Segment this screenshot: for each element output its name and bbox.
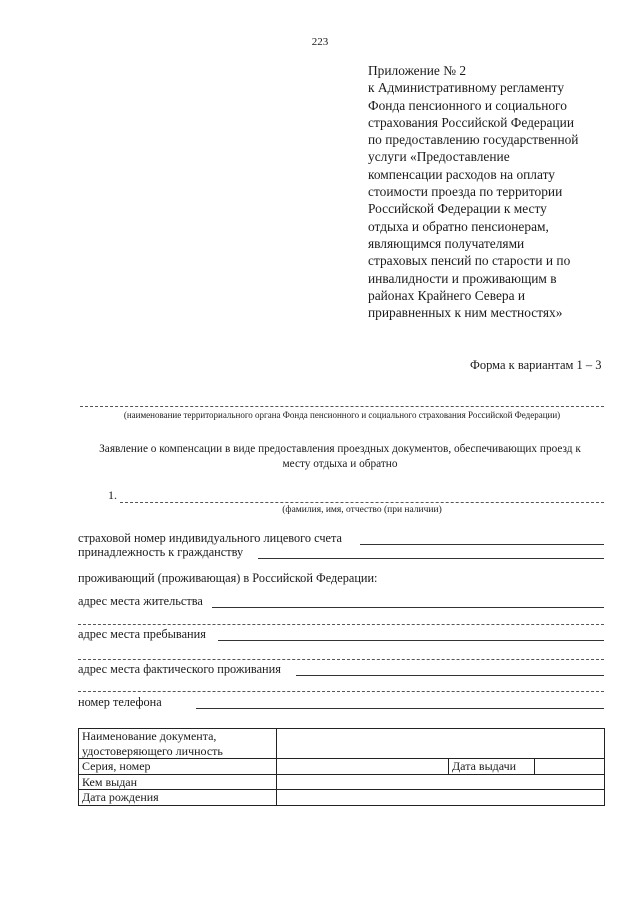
statement-title: [70, 442, 610, 472]
org-name-caption: (наименование территориального органа Фонда пенсионного и социального страхования Российской Федерации): [123, 410, 561, 420]
appendix-line: Фонда пенсионного и социального: [368, 97, 567, 113]
series-number-label: Серия, номер: [79, 759, 277, 775]
series-number-cell[interactable]: [277, 759, 449, 775]
birth-date-cell[interactable]: [277, 790, 605, 806]
applicant-number: 1.: [108, 488, 117, 502]
appendix-line: Приложение № 2: [368, 63, 467, 78]
actual-address-field-2[interactable]: [78, 691, 604, 692]
stay-address-label: адрес места пребывания: [78, 627, 206, 641]
stay-address-field[interactable]: [218, 640, 604, 641]
page-number: 223: [311, 36, 329, 48]
table-row: [79, 774, 605, 790]
stay-address-field-2[interactable]: [78, 659, 604, 660]
residing-label: проживающий (проживающая) в Российской Федерации:: [78, 571, 378, 585]
identity-document-table: [78, 728, 605, 806]
issue-date-label: Дата выдачи: [449, 759, 535, 775]
doc-name-label: Наименование документа, удостоверяющего личность: [79, 729, 277, 759]
residence-address-label: адрес места жительства: [78, 594, 203, 608]
birth-date-label: Дата рождения: [79, 790, 277, 806]
appendix-line: по предоставлению государственной: [368, 132, 579, 148]
applicant-name-field[interactable]: [120, 502, 604, 503]
actual-address-label: адрес места фактического проживания: [78, 662, 281, 676]
residence-address-field-2[interactable]: [78, 624, 604, 625]
applicant-name-caption: (фамилия, имя, отчество (при наличии): [282, 505, 442, 515]
appendix-line: являющимся получателями: [368, 235, 525, 251]
table-row: [79, 759, 605, 775]
phone-field[interactable]: [196, 708, 604, 709]
appendix-line: страховых пенсий по старости и по: [368, 253, 571, 269]
table-row: [79, 729, 605, 759]
citizenship-label: принадлежность к гражданству: [78, 545, 244, 559]
citizenship-field[interactable]: [258, 558, 604, 559]
appendix-line: приравненных к ним местностях»: [368, 305, 563, 321]
issued-by-cell[interactable]: [277, 774, 605, 790]
snils-field[interactable]: [360, 544, 604, 545]
appendix-line: Российской Федерации к месту: [368, 201, 547, 217]
appendix-header: [368, 62, 618, 321]
form-variant-label: Форма к вариантам 1 – 3: [470, 358, 602, 372]
issue-date-cell[interactable]: [535, 759, 605, 775]
appendix-line: страхования Российской Федерации: [368, 114, 574, 130]
org-name-field[interactable]: [80, 406, 604, 407]
appendix-line: стоимости проезда по территории: [368, 184, 563, 200]
appendix-line: районах Крайнего Севера и: [368, 287, 526, 303]
snils-label: страховой номер индивидуального лицевого счета: [78, 531, 342, 545]
phone-label: номер телефона: [78, 695, 162, 709]
title-line-2: месту отдыха и обратно: [282, 458, 398, 470]
issued-by-label: Кем выдан: [79, 774, 277, 790]
appendix-line: к Административному регламенту: [368, 80, 565, 96]
appendix-line: компенсации расходов на оплату: [368, 166, 555, 182]
doc-name-cell[interactable]: [277, 729, 605, 759]
appendix-line: услуги «Предоставление: [368, 149, 510, 165]
actual-address-field[interactable]: [296, 675, 604, 676]
table-row: [79, 790, 605, 806]
residence-address-field[interactable]: [212, 607, 604, 608]
title-line-1: Заявление о компенсации в виде предоставления проездных документов, обеспечивающих проезд к: [99, 443, 581, 455]
appendix-line: отдыха и обратно пенсионерам,: [368, 218, 549, 234]
appendix-line: инвалидности и проживающим в: [368, 270, 557, 286]
